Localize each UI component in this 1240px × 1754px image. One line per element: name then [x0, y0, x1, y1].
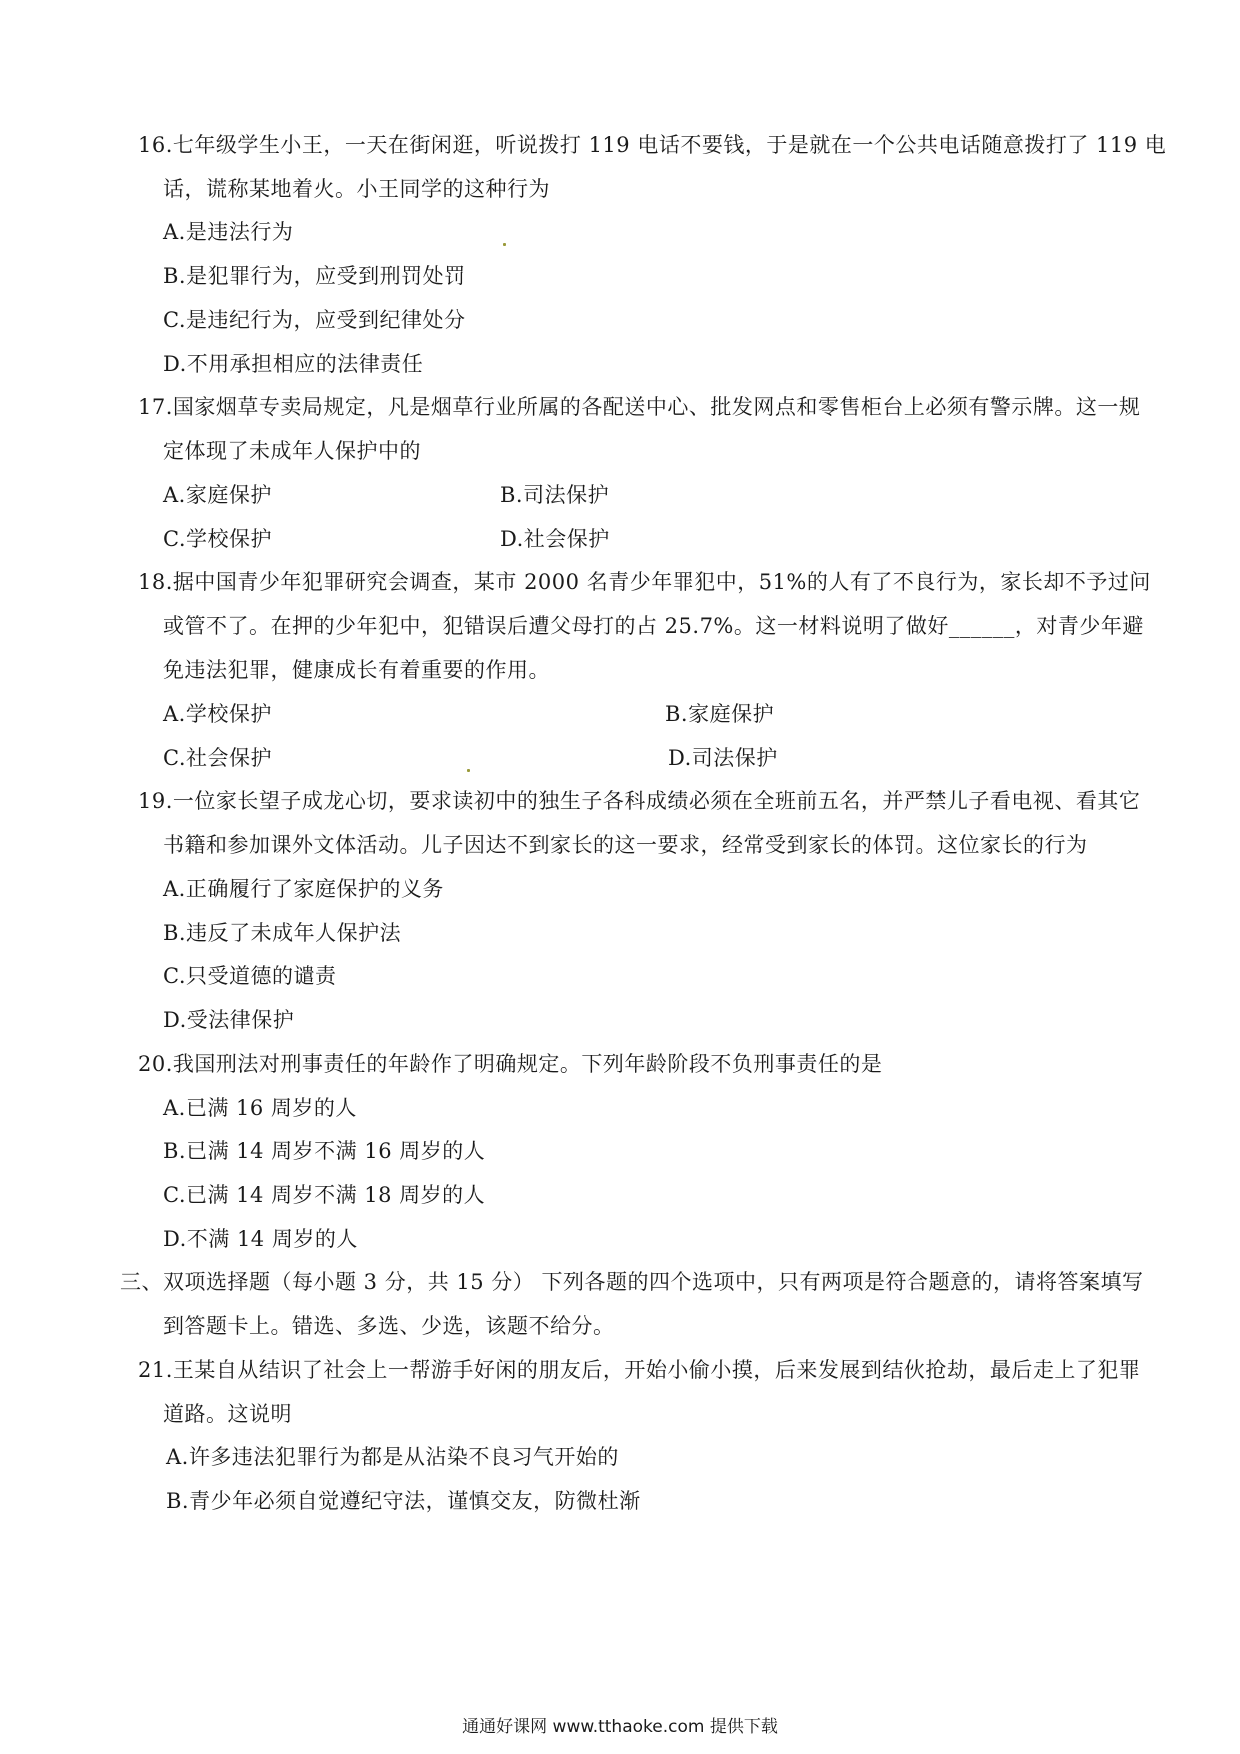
- question-17-option-d: D.社会保护: [500, 527, 610, 551]
- question-19-line1: 19.一位家长望子成龙心切，要求读初中的独生子各科成绩必须在全班前五名，并严禁儿子看电视、看其它: [138, 789, 1141, 813]
- question-18-option-c: C.社会保护: [163, 746, 272, 770]
- page-footer: 通通好课网 www.tthaoke.com 提供下载: [462, 1717, 778, 1737]
- question-21-line1: 21.王某自从结识了社会上一帮游手好闲的朋友后，开始小偷小摸，后来发展到结伙抢劫，最后走上了犯罪: [138, 1358, 1141, 1382]
- section-3-instructions: 到答题卡上。错选、多选、少选，该题不给分。: [163, 1314, 615, 1338]
- question-20-line1: 20.我国刑法对刑事责任的年龄作了明确规定。下列年龄阶段不负刑事责任的是: [138, 1052, 883, 1076]
- question-16-option-c: C.是违纪行为，应受到纪律处分: [163, 308, 466, 332]
- question-17-option-a: A.家庭保护: [163, 483, 272, 507]
- question-20-option-a: A.已满 16 周岁的人: [163, 1096, 357, 1120]
- question-19-line2: 书籍和参加课外文体活动。儿子因达不到家长的这一要求，经常受到家长的体罚。这位家长的行为: [163, 833, 1088, 857]
- question-16-option-b: B.是犯罪行为，应受到刑罚处罚: [163, 264, 466, 288]
- question-21-option-a: A.许多违法犯罪行为都是从沾染不良习气开始的: [166, 1445, 619, 1469]
- question-18-option-b: B.家庭保护: [665, 702, 775, 726]
- question-17-line1: 17.国家烟草专卖局规定，凡是烟草行业所属的各配送中心、批发网点和零售柜台上必须有警示牌。这一规: [138, 395, 1141, 419]
- question-18-line2: 或管不了。在押的少年犯中，犯错误后遭父母打的占 25.7%。这一材料说明了做好______，对青少年避: [163, 614, 1144, 638]
- question-16-option-a: A.是违法行为: [163, 220, 294, 244]
- scan-speck: [467, 769, 470, 772]
- question-20-option-d: D.不满 14 周岁的人: [163, 1227, 358, 1251]
- question-16-option-d: D.不用承担相应的法律责任: [163, 352, 424, 376]
- question-18-line1: 18.据中国青少年犯罪研究会调查，某市 2000 名青少年罪犯中，51%的人有了不良行为，家长却不予过问: [138, 570, 1151, 594]
- question-17-line2: 定体现了未成年人保护中的: [163, 439, 421, 463]
- question-19-option-d: D.受法律保护: [163, 1008, 295, 1032]
- question-18-option-d: D.司法保护: [668, 746, 778, 770]
- question-16-line2: 话，谎称某地着火。小王同学的这种行为: [163, 177, 550, 201]
- section-3-heading: 三、双项选择题（每小题 3 分，共 15 分） 下列各题的四个选项中，只有两项是符合题意的，请将答案填写: [120, 1270, 1144, 1294]
- question-19-option-c: C.只受道德的谴责: [163, 964, 337, 988]
- scan-speck: [503, 243, 506, 246]
- question-20-option-b: B.已满 14 周岁不满 16 周岁的人: [163, 1139, 486, 1163]
- question-21-line2: 道路。这说明: [163, 1402, 292, 1426]
- question-19-option-b: B.违反了未成年人保护法: [163, 921, 402, 945]
- question-19-option-a: A.正确履行了家庭保护的义务: [163, 877, 444, 901]
- question-17-option-c: C.学校保护: [163, 527, 272, 551]
- question-18-option-a: A.学校保护: [163, 702, 272, 726]
- question-21-option-b: B.青少年必须自觉遵纪守法，谨慎交友，防微杜渐: [166, 1489, 641, 1513]
- question-16-line1: 16.七年级学生小王，一天在街闲逛，听说拨打 119 电话不要钱，于是就在一个公共电话随意拨打了 119 电: [138, 133, 1167, 157]
- question-17-option-b: B.司法保护: [500, 483, 610, 507]
- question-20-option-c: C.已满 14 周岁不满 18 周岁的人: [163, 1183, 486, 1207]
- question-18-line3: 免违法犯罪，健康成长有着重要的作用。: [163, 658, 550, 682]
